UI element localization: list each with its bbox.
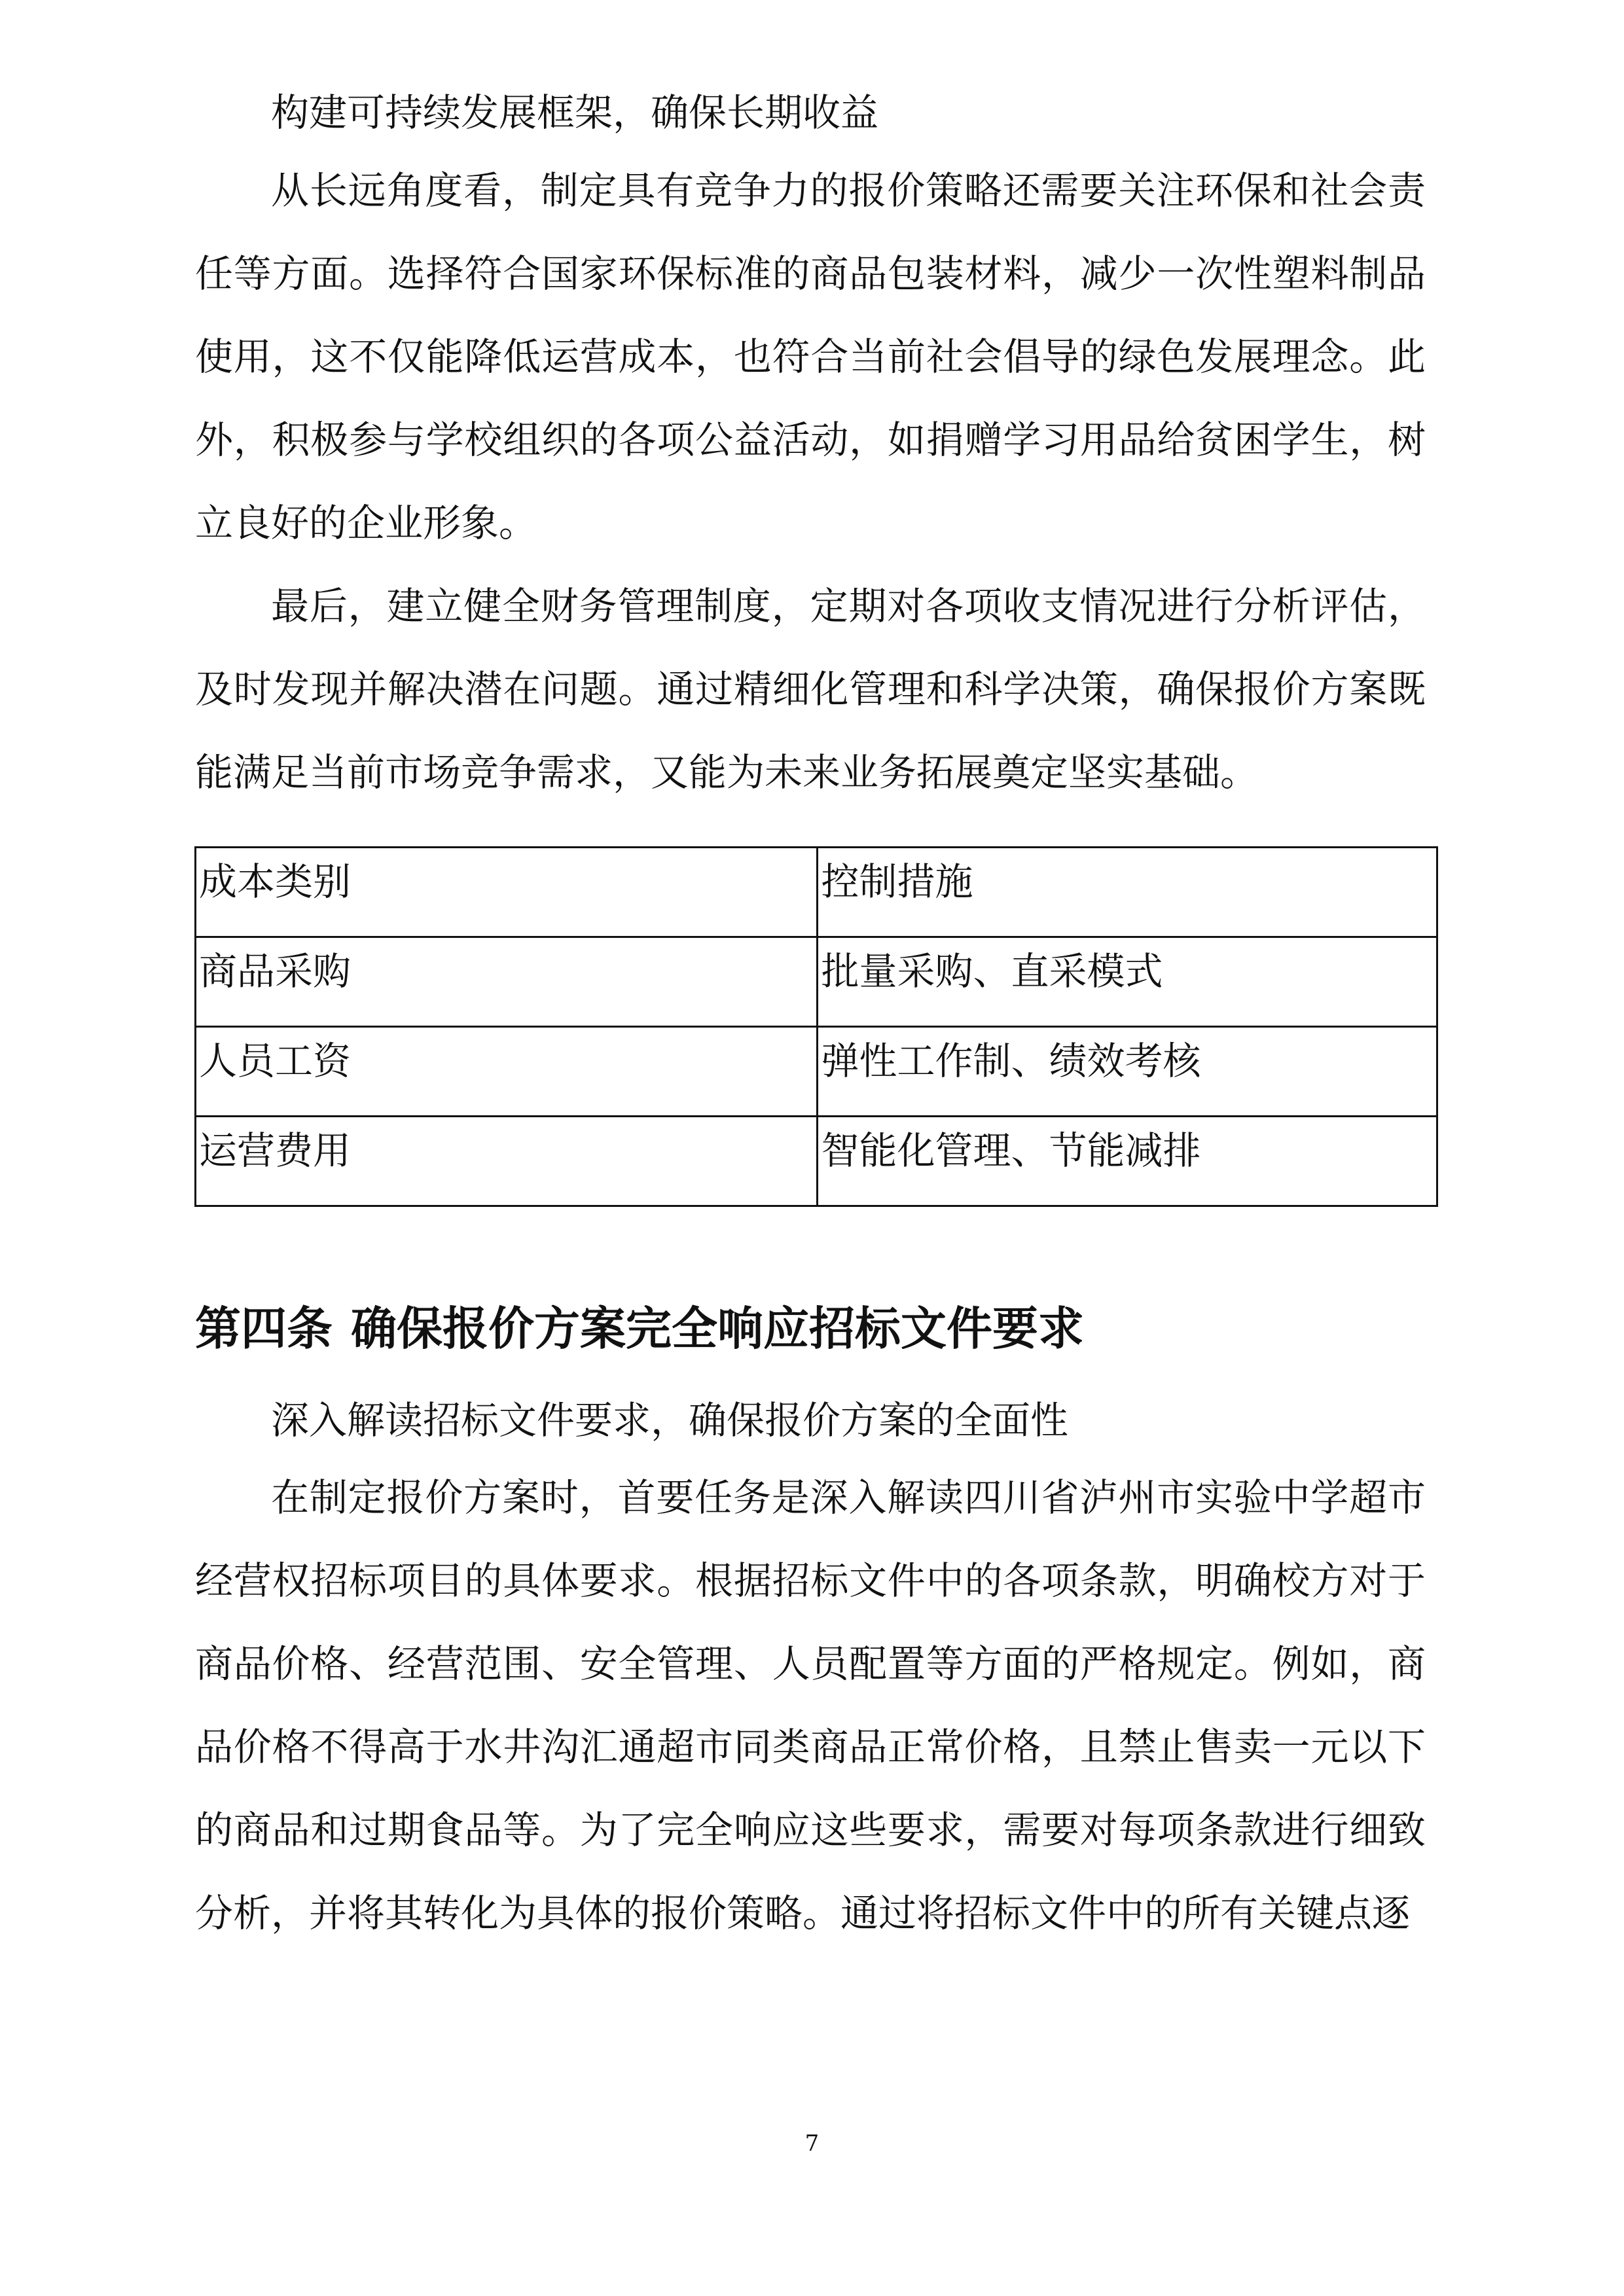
- table-cell: 批量采购、直采模式: [818, 937, 1437, 1027]
- page-number: 7: [804, 2130, 820, 2157]
- table-cell: 弹性工作制、绩效考核: [818, 1027, 1437, 1117]
- table-header-cell: 成本类别: [196, 848, 818, 937]
- section-number: 第四条: [195, 1302, 333, 1355]
- table-row: [196, 937, 1437, 1027]
- section-title: 确保报价方案完全响应招标文件要求: [351, 1302, 1084, 1355]
- table-cell: 人员工资: [196, 1027, 818, 1117]
- table-cell: 运营费用: [196, 1117, 818, 1206]
- paragraph-environmental-responsibility: 从长远角度看，制定具有竞争力的报价策略还需要关注环保和社会责任等方面。选择符合国家环保标准的商品包装材料，减少一次性塑料制品使用，这不仅能降低运营成本，也符合当前社会倡导的绿色发展理念。此外，积极参与学校组织的各项公益活动，如捐赠学习用品给贫困学生，树立良好的企业形象。: [195, 168, 1426, 545]
- table-row: [196, 1117, 1437, 1206]
- table-row: [196, 1027, 1437, 1117]
- paragraph-financial-management: 最后，建立健全财务管理制度，定期对各项收支情况进行分析评估，及时发现并解决潜在问题。通过精细化管理和科学决策，确保报价方案既能满足当前市场竞争需求，又能为未来业务拓展奠定坚实基础。: [195, 584, 1426, 795]
- cost-control-table: [194, 846, 1438, 1207]
- subheading-sustainable-framework: 构建可持续发展框架，确保长期收益: [271, 90, 879, 135]
- table-header-cell: 控制措施: [818, 848, 1437, 937]
- paragraph-tender-requirements: 在制定报价方案时，首要任务是深入解读四川省泸州市实验中学超市经营权招标项目的具体要求。根据招标文件中的各项条款，明确校方对于商品价格、经营范围、安全管理、人员配置等方面的严格规定。例如，商品价格不得高于水井沟汇通超市同类商品正常价格，且禁止售卖一元以下的商品和过期食品等。为了完全响应这些要求，需要对每项条款进行细致分析，并将其转化为具体的报价策略。通过将招标文件中的所有关键点逐: [195, 1475, 1426, 1935]
- table-header-row: [196, 848, 1437, 937]
- section-heading: [195, 1299, 1426, 1358]
- table-cell: 智能化管理、节能减排: [818, 1117, 1437, 1206]
- subheading-interpret-tender: 深入解读招标文件要求，确保报价方案的全面性: [271, 1398, 1069, 1443]
- table-cell: 商品采购: [196, 937, 818, 1027]
